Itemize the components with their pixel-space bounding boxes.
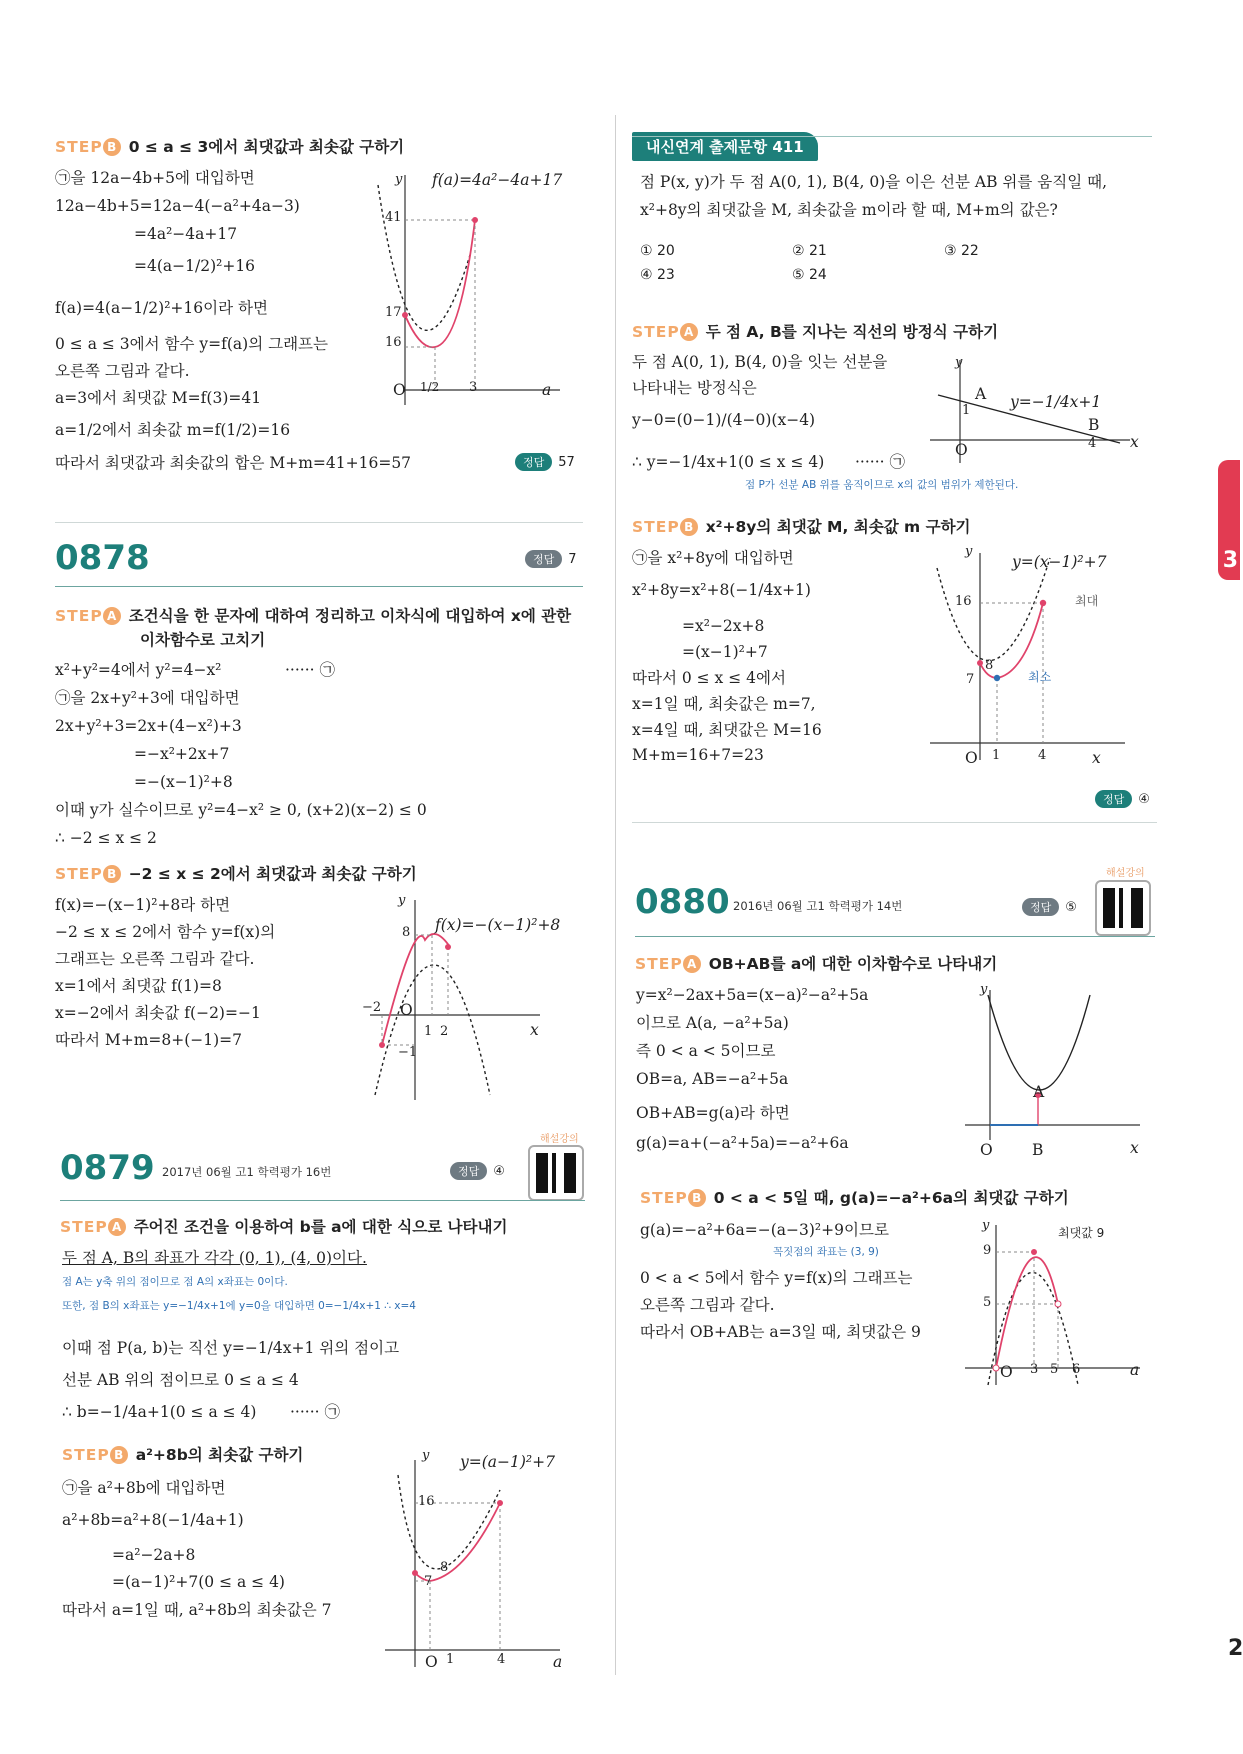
line-411-fn: y=−1/4x+1 [1010, 393, 1102, 411]
411-b-line-6: x=4일 때, 최댓값은 M=16 [632, 721, 822, 739]
graph-0878-fn: f(x)=−(x−1)²+8 [435, 916, 561, 934]
top-line-8: a=1/2에서 최솟값 m=f(1/2)=16 [55, 421, 291, 439]
graph-0879-xtick-0: 1 [446, 1652, 455, 1667]
graph-411-ytick-0: 16 [955, 594, 972, 609]
graph-411-ytick-1: 8 [985, 658, 994, 673]
question-411-1: 점 P(x, y)가 두 점 A(0, 1), B(4, 0)을 이은 선분 AB 위를 움직일 때, [640, 173, 1108, 191]
graph-0879-ytick-2: 7 [424, 1574, 433, 1589]
graph1-0880-B: B [1032, 1141, 1044, 1159]
graph2-0880-max-label: 최댓값 9 [1058, 1226, 1105, 1240]
graph2-0880-ytick-1: 5 [983, 1295, 992, 1310]
top-line-4: f(a)=4(a−1/2)²+16이라 하면 [55, 299, 268, 317]
graph-top-ytick-1: 17 [385, 305, 402, 320]
graph-0879-yaxis: y [422, 1448, 430, 1463]
0878-a-line-2: ㉠을 2x+y²+3에 대입하면 [55, 689, 240, 707]
graph-0878-yaxis: y [398, 893, 406, 908]
0879-line-4: ∴ b=−1/4a+1(0 ≤ a ≤ 4) [62, 1403, 257, 1421]
graph1-0880-yaxis: y [980, 982, 988, 997]
top-line-6: 오른쪽 그림과 같다. [55, 362, 190, 380]
problem-number-0880: 0880 [635, 882, 730, 922]
graph-411 [925, 548, 1135, 763]
0879-note-1: 점 A는 y축 위의 점이므로 점 A의 x좌표는 0이다. [62, 1276, 288, 1288]
graph-0879-fn: y=(a−1)²+7 [460, 1453, 555, 1471]
411-a-line-1: 나타내는 방정식은 [632, 379, 757, 397]
chapter-tab-number: 3 [1222, 548, 1238, 573]
411-a-line-3: ∴ y=−1/4x+1(0 ≤ x ≤ 4) [632, 453, 825, 471]
0878-a-line-0: x²+y²=4에서 y²=4−x² [55, 661, 222, 679]
graph1-0880-A: A [1033, 1083, 1045, 1101]
0878-a-line-7: ∴ −2 ≤ x ≤ 2 [55, 829, 157, 847]
line-411-B: B [1088, 416, 1100, 434]
0878-a-line-3: 2x+y²+3=2x+(4−x²)+3 [55, 717, 242, 735]
graph-411-xaxis: x [1092, 749, 1101, 767]
graph-411-fn: y=(x−1)²+7 [1012, 553, 1107, 571]
0880-a-line-3: OB=a, AB=−a²+5a [636, 1070, 789, 1088]
choice-2[interactable]: ② 21 [792, 243, 827, 259]
graph-0879-ytick-1: 8 [440, 1560, 449, 1575]
0880-b-line-1: 0 < a < 5에서 함수 y=f(x)의 그래프는 [640, 1269, 913, 1287]
choice-4[interactable]: ④ 23 [640, 267, 675, 283]
411-a-line-0: 두 점 A(0, 1), B(4, 0)을 잇는 선분을 [632, 353, 888, 371]
411-b-line-0: ㉠을 x²+8y에 대입하면 [632, 549, 794, 567]
graph-0879 [380, 1455, 580, 1670]
graph-0878-xtick-0: −2 [362, 1000, 382, 1015]
divider-0878 [55, 522, 583, 523]
qr-label-0880: 해설강의 [1106, 868, 1145, 879]
graph-0878-ytick-0: 8 [402, 925, 411, 940]
column-divider [615, 115, 616, 1675]
choice-5[interactable]: ⑤ 24 [792, 267, 827, 283]
graph-top-xtick-0: 1/2 [420, 380, 440, 394]
0880-b-line-2: 오른쪽 그림과 같다. [640, 1296, 775, 1314]
graph-0878-xtick-2: 2 [440, 1024, 449, 1039]
rule-0878 [55, 586, 583, 587]
question-411-2: x²+8y의 최댓값을 M, 최솟값을 m이라 할 때, M+m의 값은? [640, 201, 1058, 219]
step-b-heading-0878: STEP B −2 ≤ x ≤ 2에서 최댓값과 최솟값 구하기 [55, 865, 417, 883]
graph1-0880-origin: O [980, 1141, 993, 1159]
graph-0879-ytick-0: 16 [418, 1494, 435, 1509]
0879-note-2: 또한, 점 B의 x좌표는 y=−1/4x+1에 y=0을 대입하면 0=−1/4x+1 ∴ x=4 [62, 1300, 416, 1312]
answer-411: 정답 ④ [1095, 790, 1150, 808]
411-a-line-4: ······ ㉠ [855, 453, 905, 471]
top-line-3: =4(a−1/2)²+16 [134, 257, 256, 275]
0878-b-line-2: 그래프는 오른쪽 그림과 같다. [55, 950, 255, 968]
0879-line-2: 이때 점 P(a, b)는 직선 y=−1/4x+1 위의 점이고 [62, 1339, 400, 1357]
411-a-note: 점 P가 선분 AB 위를 움직이므로 x의 값의 범위가 제한된다. [745, 479, 1019, 491]
line-411-xtick: 4 [1088, 436, 1097, 451]
answer-0880: 정답 ⑤ [1022, 898, 1077, 916]
line-411-origin: O [955, 441, 968, 459]
qr-code-0880[interactable] [1095, 880, 1151, 936]
top-line-9: 따라서 최댓값과 최솟값의 합은 M+m=41+16=57 [55, 454, 412, 472]
0880-b-line-0: g(a)=−a²+6a=−(a−3)²+9이므로 [640, 1221, 889, 1239]
graph-0879-xaxis: a [553, 1653, 563, 1671]
qr-code-0879[interactable] [528, 1145, 584, 1201]
graph-top-ytick-2: 16 [385, 335, 402, 350]
0879-b-line-2: =a²−2a+8 [112, 1546, 196, 1564]
0880-b-line-3: 따라서 OB+AB는 a=3일 때, 최댓값은 9 [640, 1323, 921, 1341]
411-b-line-7: M+m=16+7=23 [632, 746, 764, 764]
top-line-0: ㉠을 12a−4b+5에 대입하면 [55, 169, 255, 187]
0878-b-line-3: x=1에서 최댓값 f(1)=8 [55, 977, 222, 995]
qr-label-0879: 해설강의 [540, 1134, 579, 1145]
411-a-line-2: y−0=(0−1)/(4−0)(x−4) [632, 411, 816, 429]
graph2-0880-yaxis: y [982, 1218, 990, 1233]
0879-line-4-mark: ······ ㉠ [290, 1403, 340, 1421]
graph-411-min-label: 최소 [1028, 670, 1052, 684]
0880-b-note: 꼭짓점의 좌표는 (3, 9) [773, 1246, 879, 1258]
answer-0878: 정답 7 [525, 550, 577, 568]
rule-0879 [60, 1200, 585, 1201]
graph-top-xaxis: a [542, 381, 552, 399]
graph-top-xtick-1: 3 [469, 380, 478, 395]
line-411-A: A [975, 385, 987, 403]
0880-a-line-0: y=x²−2ax+5a=(x−a)²−a²+5a [636, 986, 869, 1004]
step-b-heading-top: STEP B 0 ≤ a ≤ 3에서 최댓값과 최솟값 구하기 [55, 138, 405, 156]
0879-b-line-4: 따라서 a=1일 때, a²+8b의 최솟값은 7 [62, 1601, 332, 1619]
answer-top: 정답 57 [515, 453, 575, 471]
source-0879: 2017년 06월 고1 학력평가 16번 [162, 1165, 332, 1179]
graph-top-origin: O [393, 381, 406, 399]
0878-b-line-1: −2 ≤ x ≤ 2에서 함수 y=f(x)의 [55, 923, 276, 941]
graph-0879-xtick-1: 4 [497, 1652, 506, 1667]
graph-0878-ytick-1: −1 [398, 1045, 418, 1060]
graph-top-yaxis: y [395, 172, 403, 187]
0878-a-line-1: ······ ㉠ [285, 661, 335, 679]
answer-0879: 정답 ④ [450, 1162, 505, 1180]
step-a-heading-0878: STEP A 조건식을 한 문자에 대하여 정리하고 이차식에 대입하여 x에 관한 [55, 607, 572, 625]
step-a-heading-411: STEP A 두 점 A, B를 지나는 직선의 방정식 구하기 [632, 323, 999, 341]
badge-411: 내신연계 출제문항 411 [632, 132, 818, 161]
rule-411 [632, 136, 1152, 137]
step-a-heading-0878-2: 이차함수로 고치기 [140, 631, 266, 649]
0880-a-line-2: 즉 0 < a < 5이므로 [636, 1042, 776, 1060]
graph-0878-xtick-1: 1 [424, 1024, 433, 1039]
0880-a-line-5: g(a)=a+(−a²+5a)=−a²+6a [636, 1134, 849, 1152]
0878-b-line-0: f(x)=−(x−1)²+8라 하면 [55, 896, 231, 914]
411-b-line-3: =(x−1)²+7 [682, 643, 768, 661]
step-a-heading-0879: STEP A 주어진 조건을 이용하여 b를 a에 대한 식으로 나타내기 [60, 1218, 508, 1236]
problem-number-0878: 0878 [55, 538, 150, 578]
411-b-line-4: 따라서 0 ≤ x ≤ 4에서 [632, 669, 786, 687]
source-0880: 2016년 06월 고1 학력평가 14번 [733, 899, 903, 913]
graph-411-xtick-0: 1 [992, 748, 1001, 763]
0879-b-line-3: =(a−1)²+7(0 ≤ a ≤ 4) [112, 1573, 285, 1591]
0879-b-line-1: a²+8b=a²+8(−1/4a+1) [62, 1511, 244, 1529]
0878-a-line-6: 이때 y가 실수이므로 y²=4−x² ≥ 0, (x+2)(x−2) ≤ 0 [55, 801, 427, 819]
line-411-xaxis: x [1130, 433, 1139, 451]
graph-411-xtick-1: 4 [1038, 748, 1047, 763]
411-b-line-2: =x²−2x+8 [682, 617, 765, 635]
0879-line-3: 선분 AB 위의 점이므로 0 ≤ a ≤ 4 [62, 1371, 299, 1389]
graph-0878-origin: O [400, 1001, 413, 1019]
top-line-5: 0 ≤ a ≤ 3에서 함수 y=f(a)의 그래프는 [55, 335, 329, 353]
rule-0880 [635, 936, 1155, 937]
graph-top-fn: f(a)=4a²−4a+17 [432, 171, 563, 189]
step-b-heading-0879: STEP B a²+8b의 최솟값 구하기 [62, 1446, 304, 1464]
graph-411-ytick-2: 7 [966, 672, 975, 687]
0878-b-line-5: 따라서 M+m=8+(−1)=7 [55, 1031, 243, 1049]
step-b-heading-411: STEP B x²+8y의 최댓값 M, 최솟값 m 구하기 [632, 518, 971, 536]
choice-3[interactable]: ③ 22 [944, 243, 979, 259]
graph2-0880-xtick-1: 5 [1050, 1362, 1059, 1377]
top-line-1: 12a−4b+5=12a−4(−a²+4a−3) [55, 197, 300, 215]
0879-b-line-0: ㉠을 a²+8b에 대입하면 [62, 1479, 226, 1497]
page-number: 2 [1228, 1636, 1243, 1661]
line-411-yaxis: y [955, 355, 963, 370]
graph-411-yaxis: y [965, 544, 973, 559]
graph2-0880-xtick-0: 3 [1030, 1362, 1039, 1377]
graph1-0880 [960, 985, 1150, 1155]
line-411-ytick: 1 [962, 403, 971, 418]
graph2-0880-origin: O [1000, 1363, 1013, 1381]
graph2-0880-xtick-2: 6 [1072, 1362, 1081, 1377]
0879-line-1: 두 점 A, B의 좌표가 각각 (0, 1), (4, 0)이다. [62, 1249, 367, 1267]
graph2-0880-ytick-0: 9 [983, 1243, 992, 1258]
top-line-2: =4a²−4a+17 [134, 225, 238, 243]
0878-b-line-4: x=−2에서 최솟값 f(−2)=−1 [55, 1004, 261, 1022]
graph-top-ytick-0: 41 [385, 210, 402, 225]
choice-1[interactable]: ① 20 [640, 243, 675, 259]
rule-end-411 [632, 822, 1157, 823]
top-line-7: a=3에서 최댓값 M=f(3)=41 [55, 389, 262, 407]
graph-0878-xaxis: x [530, 1021, 539, 1039]
graph-0879-origin: O [425, 1653, 438, 1671]
411-b-line-5: x=1일 때, 최솟값은 m=7, [632, 695, 816, 713]
graph1-0880-xaxis: x [1130, 1139, 1139, 1157]
0880-a-line-1: 이므로 A(a, −a²+5a) [636, 1014, 789, 1032]
411-b-line-1: x²+8y=x²+8(−1/4x+1) [632, 581, 811, 599]
step-b-heading-0880: STEP B 0 < a < 5일 때, g(a)=−a²+6a의 최댓값 구하기 [640, 1189, 1069, 1207]
0878-a-line-5: =−(x−1)²+8 [134, 773, 233, 791]
0880-a-line-4: OB+AB=g(a)라 하면 [636, 1104, 790, 1122]
step-a-heading-0880: STEP A OB+AB를 a에 대한 이차함수로 나타내기 [635, 955, 998, 973]
graph-411-origin: O [965, 749, 978, 767]
problem-number-0879: 0879 [60, 1148, 155, 1188]
0878-a-line-4: =−x²+2x+7 [134, 745, 230, 763]
graph2-0880-xaxis: a [1130, 1361, 1140, 1379]
graph-411-max-label: 최대 [1075, 594, 1099, 608]
